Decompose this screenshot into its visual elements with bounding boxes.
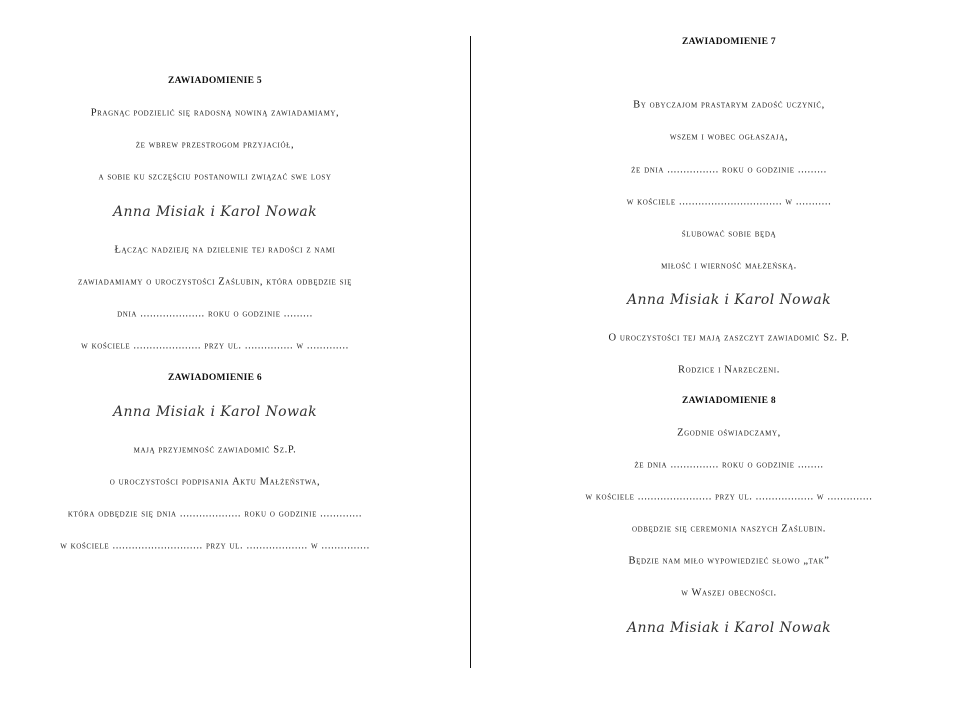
- section-5-line-7: w kościele ..................... przy ul. ............... w .............: [81, 340, 349, 352]
- section-7-line-6: miłość i wierność małżeńską.: [661, 260, 797, 272]
- section-8-line-4: odbędzie się ceremonia naszych Zaślubin.: [631, 523, 827, 535]
- section-8-line-5: Będzie nam miło wypowiedzieć słowo „tak”: [628, 555, 830, 567]
- section-7-line-2: wszem i wobec ogłaszają,: [669, 131, 789, 143]
- section-7-line-7: O uroczystości tej mają zaszczyt zawiadomić Sz. P.: [608, 332, 850, 344]
- page-divider: [470, 36, 471, 668]
- section-8-line-2: że dnia ............... roku o godzinie ........: [634, 459, 824, 471]
- section-8-line-6: w Waszej obecności.: [681, 587, 777, 599]
- section-5-line-4: Łącząc nadzieję na dzielenie tej radości z nami: [114, 244, 336, 256]
- section-7-line-1: By obyczajom prastarym zadość uczynić,: [633, 99, 825, 111]
- section-5-heading: ZAWIADOMIENIE 5: [168, 76, 262, 86]
- section-7-line-3: że dnia ................ roku o godzinie .........: [631, 164, 827, 176]
- section-6-line-2: o uroczystości podpisania Aktu Małżeństwa,: [109, 476, 321, 488]
- section-5-line-6: dnia .................... roku o godzinie .........: [117, 308, 313, 320]
- section-6-line-4: w kościele ............................ przy ul. ................... w ...............: [60, 540, 370, 552]
- section-7-heading: ZAWIADOMIENIE 7: [682, 37, 776, 47]
- section-8-heading: ZAWIADOMIENIE 8: [682, 396, 776, 406]
- section-5-line-3: a sobie ku szczęściu postanowili związać swe losy: [98, 171, 332, 183]
- section-8-couple-names: Anna Misiak i Karol Nowak: [627, 620, 831, 636]
- section-5-line-1: Pragnąc podzielić się radosną nowiną zawiadamiamy,: [90, 107, 340, 119]
- section-5-couple-names: Anna Misiak i Karol Nowak: [113, 204, 317, 220]
- section-8-line-3: w kościele ....................... przy ul. .................. w ..............: [585, 491, 873, 503]
- section-6-couple-names: Anna Misiak i Karol Nowak: [113, 404, 317, 420]
- section-6-heading: ZAWIADOMIENIE 6: [168, 373, 262, 383]
- section-5-line-2: że wbrew przestrogom przyjaciół,: [135, 139, 295, 151]
- section-7-line-4: w kościele ................................ w ...........: [626, 196, 832, 208]
- section-5-line-5: zawiadamiamy o uroczystości Zaślubin, która odbędzie się: [78, 276, 352, 288]
- section-7-couple-names: Anna Misiak i Karol Nowak: [627, 292, 831, 308]
- section-7-line-8: Rodzice i Narzeczeni.: [678, 364, 780, 376]
- section-6-line-3: która odbędzie się dnia ................... roku o godzinie .............: [67, 508, 363, 520]
- section-8-line-1: Zgodnie oświadczamy,: [677, 427, 781, 439]
- section-7-line-5: ślubować sobie będą: [681, 228, 777, 240]
- right-page: [486, 0, 972, 708]
- section-6-line-1: mają przyjemność zawiadomić Sz.P.: [133, 444, 297, 456]
